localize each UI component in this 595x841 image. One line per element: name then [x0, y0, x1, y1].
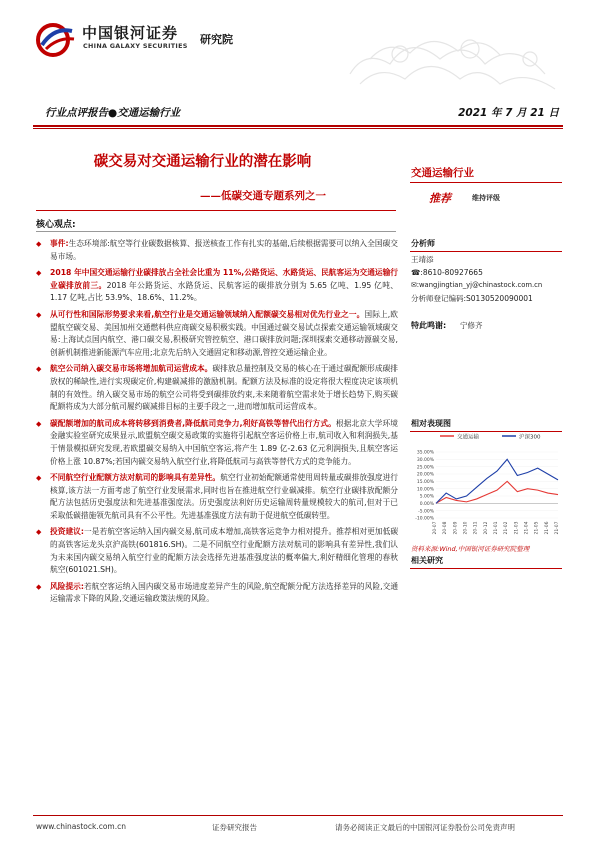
y-tick-label: -10.00% — [415, 516, 434, 522]
bullet-lead: 事件: — [50, 239, 69, 248]
x-tick-label: 21-05 — [534, 521, 540, 535]
contrib-name: 宁修齐 — [460, 321, 483, 330]
x-tick-label: 20-09 — [453, 521, 459, 535]
bullet-point — [36, 526, 398, 576]
y-tick-label: 5.00% — [419, 494, 434, 500]
y-tick-label: 35.00% — [416, 450, 434, 456]
chart-heading: 相对表现图 — [411, 419, 451, 428]
header-divider-thin — [33, 128, 563, 129]
x-tick-label: 20-07 — [433, 521, 438, 535]
cloud-pattern-icon — [340, 14, 565, 94]
y-tick-label: 30.00% — [416, 457, 434, 463]
bullet-point — [36, 472, 398, 522]
x-tick-label: 20-08 — [443, 521, 449, 535]
rating-label: 推荐 — [429, 192, 451, 205]
report-type: 行业点评报告●交通运输行业 — [45, 106, 181, 119]
core-divider — [36, 231, 396, 232]
footer-divider — [33, 815, 563, 816]
y-tick-label: 10.00% — [416, 487, 434, 493]
bullet-text: 2018 年公路货运、水路货运、民航客运的碳排放分别为 5.65 亿吨、1.95 亿吨、1.17 亿吨,占比 53.9%、18.6%、11.2%。 — [50, 280, 398, 303]
footer-disclaimer: 请务必阅读正文最后的中国银河证券股份公司免责声明 — [335, 823, 515, 832]
footer-center: 证券研究报告 — [212, 823, 257, 832]
bullet-point — [36, 418, 398, 468]
x-tick-label: 21-03 — [514, 521, 520, 535]
bullet-lead: 不同航空行业配额方法对航司的影响具有差异性。 — [50, 473, 221, 483]
x-tick-label: 20-10 — [463, 521, 469, 535]
analyst-phone: ☎:8610-80927665 — [411, 268, 483, 277]
report-subtitle: ——低碳交通专题系列之一 — [200, 190, 326, 202]
analyst-email: ✉:wangjingtian_yj@chinastock.com.cn — [411, 281, 543, 289]
bullet-text: 若航空客运纳入国内碳交易市场进度差异产生的风险,航空配额分配方法选择差异的风险,交通运输需求下降的风险,交通运输政策法规的风险。 — [50, 581, 399, 604]
analyst-heading: 分析师 — [411, 239, 435, 248]
x-tick-label: 21-01 — [494, 521, 499, 535]
core-views-heading: 核心观点: — [36, 220, 76, 230]
y-tick-label: 15.00% — [416, 479, 434, 485]
related-heading: 相关研究 — [411, 556, 443, 565]
bullet-point — [36, 363, 398, 413]
y-tick-label: 20.00% — [416, 472, 434, 478]
header-divider — [33, 125, 563, 127]
series-line — [436, 481, 558, 503]
chart-source: 资料来源:Wind,中国银河证券研究院整理 — [411, 545, 530, 553]
contrib-label: 特此鸣谢: — [411, 321, 447, 330]
x-tick-label: 20-12 — [483, 521, 489, 535]
relative-performance-chart — [410, 430, 562, 540]
bullet-text: 根据北京大学环境金融实验室研究成果显示,欧盟航空碳交易政策的实施将引起航空客运价格上市,航司收入和利润损失,基于情景模拟研究发现,若欧盟碳交易纳入中国航空客运,将产生 1.89 亿-2.63 亿元利润损失,且航空客运价格上涨 10.87%;若国内碳交易纳入航空行业,将降低航司与高铁等替代方式的竞争能力。 — [50, 418, 398, 466]
y-tick-label: 25.00% — [416, 465, 434, 471]
rating-sub: 维持评级 — [472, 194, 500, 202]
y-tick-label: 0.00% — [419, 501, 434, 507]
x-tick-label: 20-11 — [473, 521, 479, 535]
analyst-cert: 分析师登记编码:S0130520090001 — [411, 294, 533, 303]
report-date: 2021 年 7 月 21 日 — [458, 106, 559, 119]
x-tick-label: 21-07 — [555, 521, 560, 535]
bullet-text: 生态环境部:航空等行业碳数据核算、报送核查工作有扎实的基础,后续根据需要可以纳入全国碳交易市场。 — [50, 239, 398, 261]
bullet-lead: 从可行性和国际形势要求来看,航空行业是交通运输领域纳入配额碳交易相对优先行业之一。 — [50, 309, 365, 319]
x-tick-label: 21-06 — [544, 521, 550, 535]
company-name-cn: 中国银河证券 — [82, 24, 179, 42]
sidebar-divider — [410, 251, 562, 252]
sidebar-divider — [410, 568, 562, 569]
bullet-point — [36, 309, 398, 359]
bullet-point — [36, 267, 398, 305]
bullet-lead: 风险提示: — [50, 581, 84, 591]
footer-website[interactable]: www.chinastock.com.cn — [36, 822, 126, 831]
bullet-text: 一是若航空客运纳入国内碳交易,航司成本增加,高铁客运竞争力相对提升。推荐相对更加低碳的高铁客运龙头京沪高铁(601816.SH)。二是不同航空行业配额方法对航司的影响具有差异性,我们认为未来国内碳交易纳入航空行业的配额方法会选择先进基准强度法的概率偏大,利好精细化管理的春秋航空(601021.SH)。 — [50, 527, 399, 575]
legend-label: 交通运输 — [457, 434, 480, 441]
core-views-list — [36, 238, 398, 610]
report-title: 碳交易对交通运输行业的潜在影响 — [93, 153, 312, 170]
bullet-lead: 碳配额增加的航司成本将转移到消费者,降低航司竞争力,利好高铁等替代出行方式。 — [50, 418, 336, 428]
bullet-lead: 航空公司纳入碳交易市场将增加航司运营成本。 — [50, 364, 213, 374]
bullet-text: 国际上,欧盟航空碳交易、美国加州交通燃料供应商碳交易积极实践。中国通过碳交易试点探索交通运输领域碳交易:上海试点国内航空、港口碳交易,积极研究管控航空、港口碳排放问题;深圳探索交通移动源碳交易,创新机制推进新能源汽车应用;北京先后纳入交通固定和移动源,管控交通运输企业。 — [50, 309, 398, 357]
institute-label: 研究院 — [200, 33, 233, 46]
bullet-text: 航空行业初始配额通常使用周转量或碳排放强度进行核算,该方法一方面考虑了航空行业发展需求,同时也旨在推进航空行业碳减排。航空行业碳排放配额分配方法包括历史强度法和先进基准强度法。历史强度法利好历史运输周转量规模较大的航司,但对于已采取低碳措施领先航司具有不公平性。先进基准强度方法有助于促进航空低碳转型。 — [50, 473, 398, 520]
company-logo-icon — [36, 23, 76, 57]
x-tick-label: 21-04 — [524, 521, 530, 535]
legend-label: 沪深300 — [519, 434, 541, 441]
analyst-name: 王靖添 — [411, 255, 434, 264]
company-name-en: CHINA GALAXY SECURITIES — [83, 42, 188, 50]
bullet-lead: 投资建议: — [50, 527, 84, 537]
report-header-bar — [33, 100, 563, 124]
y-tick-label: -5.00% — [418, 509, 434, 515]
bullet-point — [36, 581, 398, 606]
title-divider — [36, 210, 396, 211]
industry-label: 交通运输行业 — [411, 167, 474, 179]
bullet-text: 碳排放总量控制及交易的核心在于通过碳配额形成碳排放权的稀缺性,进行实现碳定价,构建碳减排的激励机制。配额方法及标准的设定将很大程度决定该项机制的有效性。纳入碳交易市场的航空公司将受到碳排放约束,未来随着航空需求处于增长趋势下,购买碳配额将成为大部分航司履约碳减排目标的主要手段之一,进而增加航司运营成本。 — [50, 364, 398, 412]
bullet-point — [36, 238, 398, 263]
x-tick-label: 21-02 — [504, 521, 510, 535]
sidebar-divider — [410, 182, 562, 183]
bullet-lead: 2018 年中国交通运输行业碳排放占全社会比重为 11%,公路货运、水路货运、民航客运为交通运输行业碳排放前三。 — [50, 268, 398, 290]
